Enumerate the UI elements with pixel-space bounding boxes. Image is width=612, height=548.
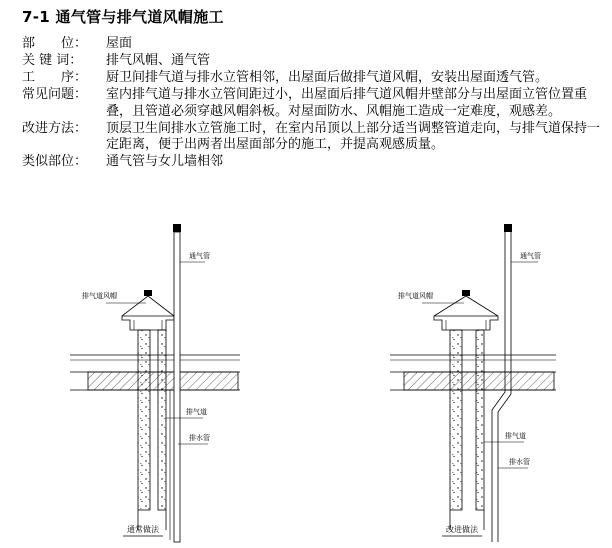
row-value: 厨卫间排气道与排水立管相邻，出屋面后做排气道风帽，安装出屋面透气管。 bbox=[106, 70, 549, 85]
row-value: 顶层卫生间排水立管施工时，在室内吊顶以上部分适当调整管道走向，与排气道保持一定距离，便于出两者出屋面部分的施工，并提高观感质量。 bbox=[106, 120, 601, 152]
flue-wall-left bbox=[138, 330, 150, 510]
row-value: 屋面 bbox=[106, 36, 133, 51]
row-value: 通气管与女儿墙相邻 bbox=[106, 154, 224, 169]
row-value: 室内排气道与排水立管间距过小，出屋面后排气道风帽井壁部分与出屋面立管位置重叠，且管道必须穿越风帽斜板。对屋面防水、风帽施工造成一定难度，观感差。 bbox=[106, 87, 588, 119]
vent-hood-right bbox=[434, 290, 498, 330]
row-label: 部 位： bbox=[22, 36, 88, 51]
label-flue-left: 排气道 bbox=[186, 408, 207, 416]
row-similar bbox=[22, 154, 606, 171]
flue-wall-right-r bbox=[476, 330, 484, 510]
label-vent-pipe-left: 通气管 bbox=[189, 252, 210, 260]
row-label: 常见问题： bbox=[22, 87, 88, 102]
row-process bbox=[22, 70, 606, 87]
flue-wall-left-r bbox=[450, 330, 462, 510]
row-improvement bbox=[22, 121, 606, 154]
row-label: 关 键 词： bbox=[22, 53, 83, 68]
row-keywords bbox=[22, 53, 606, 70]
flue-wall-right bbox=[158, 330, 166, 510]
label-vent-pipe-right: 通气管 bbox=[520, 252, 541, 260]
construction-diagram bbox=[0, 200, 612, 548]
row-label: 工 序： bbox=[22, 70, 88, 85]
row-location bbox=[22, 36, 606, 53]
info-rows bbox=[22, 36, 606, 171]
caption-left: 通常做法 bbox=[127, 525, 159, 534]
vent-hood-left bbox=[122, 290, 174, 330]
label-hood-left: 排气道风帽 bbox=[82, 292, 117, 300]
row-problems bbox=[22, 87, 606, 120]
label-drain-right: 排水管 bbox=[509, 458, 530, 466]
figure-left bbox=[70, 224, 240, 542]
label-drain-left: 排水管 bbox=[189, 434, 210, 442]
caption-right: 改进做法 bbox=[446, 525, 478, 534]
label-flue-right: 排气道 bbox=[505, 432, 526, 440]
label-hood-right: 排气道风帽 bbox=[398, 292, 433, 300]
row-label: 改进方法： bbox=[22, 120, 88, 136]
row-label: 类似部位： bbox=[22, 154, 88, 169]
row-value: 排气风帽、通气管 bbox=[106, 53, 211, 68]
page-title: 7-1 通气管与排气道风帽施工 bbox=[22, 8, 224, 26]
figure-right bbox=[390, 224, 556, 542]
